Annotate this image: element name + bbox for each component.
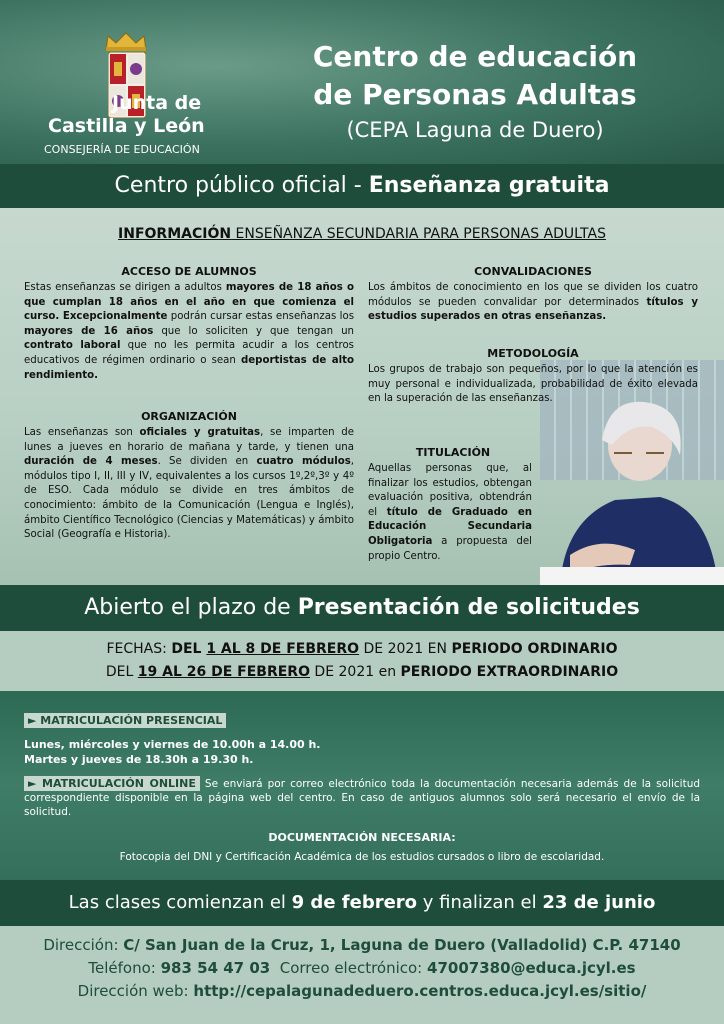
- dates-year1: DE 2021 EN: [359, 641, 452, 657]
- acceso-text: [24, 281, 354, 383]
- band-classes: [0, 880, 724, 926]
- web-label: Dirección web:: [77, 982, 194, 1000]
- dates-year2: DE 2021 en: [309, 664, 401, 680]
- organizacion-heading: ORGANIZACIÓN: [141, 410, 237, 423]
- org-b3: cuatro módulos: [256, 456, 351, 468]
- mail-value[interactable]: 47007380@educa.jcyl.es: [427, 959, 636, 977]
- acceso-b3: contrato laboral: [24, 340, 121, 352]
- title-line2: de Personas Adultas: [313, 78, 637, 111]
- acceso-t3: que lo soliciten y que tengan un: [153, 325, 354, 337]
- acceso-b4: deportistas de alto rendimiento.: [24, 354, 354, 381]
- acceso-t2: podrán cursar estas enseñanzas los: [167, 311, 355, 323]
- dates-del2: DEL: [105, 664, 138, 680]
- tit-t1: Aquellas personas que, al finalizar los estudios, obtengan evaluación positiva, obtendrán el: [368, 463, 532, 518]
- tit-b1: título de Graduado en Educación Secundaria Obligatoria: [368, 506, 532, 547]
- online-paragraph: [24, 777, 700, 819]
- crown-icon: [104, 30, 148, 52]
- page-title: [260, 38, 690, 114]
- online-tag-label: ► MATRICULACIÓN ONLINE: [24, 776, 200, 791]
- dates-label: FECHAS:: [106, 641, 172, 657]
- band-applications: [0, 585, 724, 631]
- logo-line3: CONSEJERÍA DE EDUCACIÓN: [44, 143, 200, 156]
- metodologia-text: Los grupos de trabajo son pequeños, por lo que la atención es muy personal e individualizada, probabilidad de éxito elevada en la superación de las enseñanzas.: [368, 364, 698, 405]
- presencial-tag: [24, 709, 226, 728]
- dates-extra-range: 19 AL 26 DE FEBRERO: [137, 664, 310, 680]
- dates-extra-label: PERIODO EXTRAORDINARIO: [400, 664, 619, 680]
- info-title: [0, 226, 724, 242]
- page-subtitle: (CEPA Laguna de Duero): [346, 118, 604, 142]
- acceso-t1: Estas enseñanzas se dirigen a adultos: [24, 282, 226, 293]
- dates-ordinary-range: 1 AL 8 DE FEBRERO: [206, 641, 360, 657]
- org-b2: duración de 4 meses: [24, 456, 158, 468]
- titulacion-text: [368, 462, 532, 564]
- org-t4: , módulos tipo I, II, III y IV, equivalentes a los cursos 1º,2º,3º y 4º de ESO. Cada módulo se divide en tres ámbitos de conocimiento: ámbito de la Comunicación (Lengua e Inglés), ámbito Científico Tecnológico (Ciencias y Matemáticas) y ámbito Social (Geografía e Historia).: [24, 456, 355, 541]
- dates-section: [0, 631, 724, 691]
- web-link[interactable]: http://cepalagunadeduero.centros.educa.jcyl.es/sitio/: [193, 982, 647, 1000]
- band2-bold: Presentación de solicitudes: [297, 595, 640, 620]
- mail-label: Correo electrónico:: [270, 959, 428, 977]
- band3-b2: 23 de junio: [542, 892, 656, 913]
- address-value: C/ San Juan de la Cruz, 1, Laguna de Duero (Valladolid) C.P. 47140: [123, 936, 681, 954]
- band3-t2: y finalizan el: [417, 892, 543, 913]
- doc-text: Fotocopia del DNI y Certificación Académica de los estudios cursados o libro de escolaridad.: [119, 851, 605, 863]
- org-t2: , se imparten de lunes a jueves en horario de mañana y tarde, y tienen una: [24, 427, 354, 453]
- dates-del: DEL: [171, 641, 207, 657]
- titulacion-heading: TITULACIÓN: [415, 446, 491, 459]
- metodologia-heading: METODOLOGÍA: [487, 347, 579, 360]
- footer-address: [0, 926, 724, 957]
- dates-line2: [0, 661, 724, 684]
- org-b1: oficiales y gratuitas: [139, 427, 261, 438]
- doc-heading: DOCUMENTACIÓN NECESARIA:: [268, 831, 456, 844]
- tit-t2: a propuesta del propio Centro.: [368, 535, 532, 562]
- band3-b1: 9 de febrero: [291, 892, 418, 913]
- footer-phone-mail: [0, 957, 724, 980]
- footer-web: [0, 980, 724, 1003]
- organizacion-text: [24, 426, 354, 543]
- junta-logo: [44, 30, 234, 160]
- title-line1: Centro de educación: [312, 40, 638, 73]
- phone-value: 983 54 47 03: [160, 959, 271, 977]
- convalidaciones-text: [368, 281, 698, 325]
- band2-normal: Abierto el plazo de: [84, 595, 298, 620]
- hours-line1: Lunes, miércoles y viernes de 10.00h a 14.00 h.: [24, 738, 321, 751]
- enrollment-section: [0, 691, 724, 880]
- org-t1: Las enseñanzas son: [24, 427, 140, 438]
- presencial-tag-label: ► MATRICULACIÓN PRESENCIAL: [24, 713, 226, 728]
- logo-line2: Castilla y León: [48, 115, 205, 137]
- info-title-rest: ENSEÑANZA SECUNDARIA PARA PERSONAS ADULTAS: [231, 226, 606, 242]
- presencial-hours: [24, 737, 321, 767]
- org-t3: . Se dividen en: [157, 456, 257, 468]
- info-title-bold: INFORMACIÓN: [118, 226, 232, 242]
- logo-line1: Junta de: [112, 92, 202, 114]
- band3-t1: Las clases comienzan el: [68, 892, 292, 913]
- phone-label: Teléfono:: [88, 959, 161, 977]
- footer-contact: [0, 926, 724, 1024]
- band-public-center: [0, 164, 724, 208]
- online-text: Se enviará por correo electrónico toda la documentación necesaria además de la solicitud correspondiente disponible en la página web del centro. En caso de antiguos alumnos solo será necesario el envío de la solicitud.: [24, 778, 701, 818]
- acceso-b1: mayores de 18 años o que cumplan 18 años en el año en que comienza el curso. Excepcionalmente: [24, 282, 354, 323]
- acceso-t4: que no les permita acudir a los centros educativos de régimen ordinario o sean: [24, 340, 354, 366]
- woman-writing-image: [540, 385, 724, 585]
- conv-b1: títulos y estudios superados en otras enseñanzas.: [368, 296, 698, 323]
- conv-t1: Los ámbitos de conocimiento en los que se dividen los cuatro módulos se pueden convalidar por determinados: [368, 282, 698, 308]
- acceso-heading: ACCESO DE ALUMNOS: [121, 265, 257, 278]
- band1-normal: Centro público oficial -: [114, 173, 369, 198]
- hours-line2: Martes y jueves de 18.30h a 19.30 h.: [24, 753, 254, 766]
- band1-bold: Enseñanza gratuita: [368, 173, 610, 198]
- acceso-b2: mayores de 16 años: [24, 325, 154, 337]
- dates-ordinary-label: PERIODO ORDINARIO: [451, 641, 618, 657]
- dates-line1: [0, 631, 724, 661]
- address-label: Dirección:: [43, 936, 124, 954]
- convalidaciones-heading: CONVALIDACIONES: [474, 265, 592, 278]
